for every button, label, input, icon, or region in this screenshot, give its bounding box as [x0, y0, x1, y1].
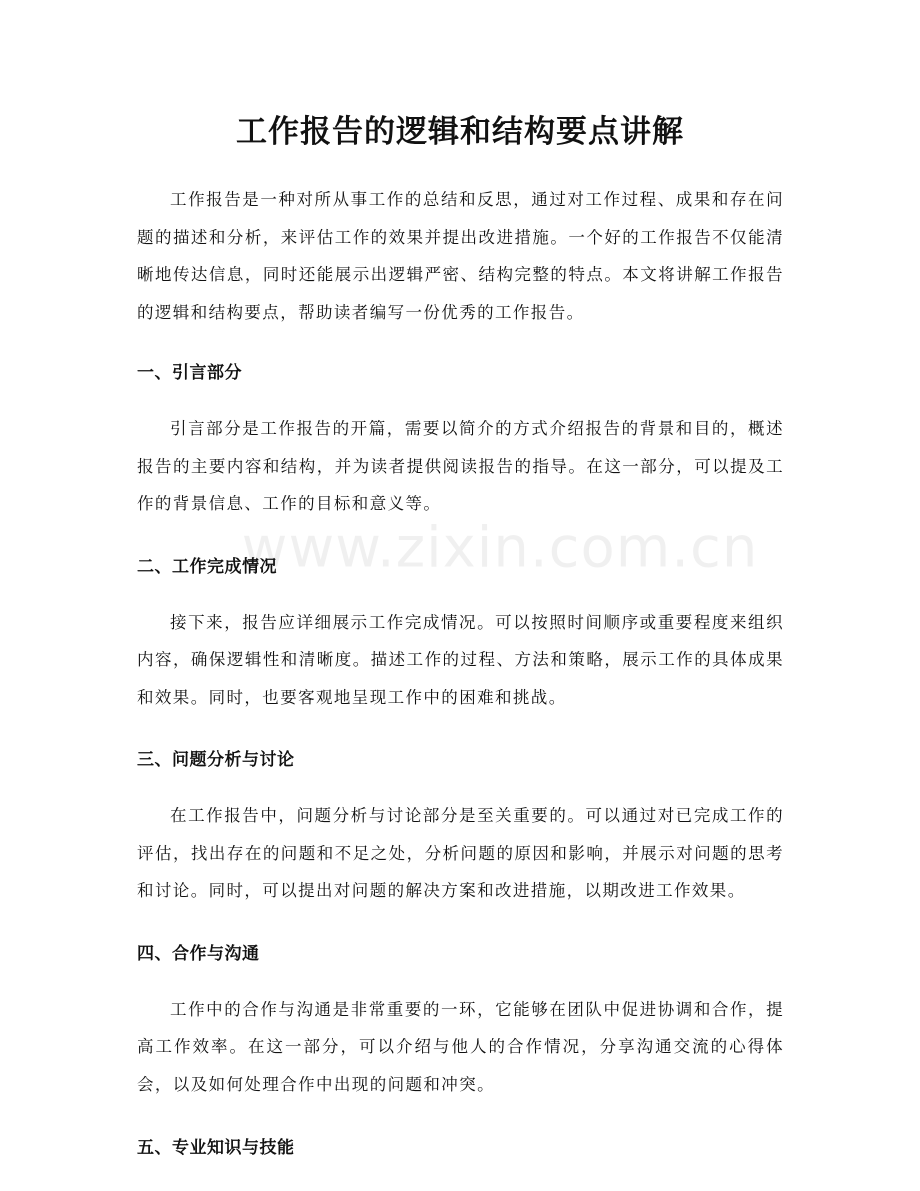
section-heading-professional-skills: 五、专业知识与技能 — [137, 1138, 295, 1158]
document-title: 工作报告的逻辑和结构要点讲解 — [236, 114, 684, 150]
section-paragraph-problem-analysis: 在工作报告中，问题分析与讨论部分是至关重要的。可以通过对已完成工作的评估，找出存在的问题和不足之处，分析问题的原因和影响，并展示对问题的思考和讨论。同时，可以提出对问题的解决方案和改进措施，以期改进工作效果。 — [137, 806, 784, 900]
intro-paragraph: 工作报告是一种对所从事工作的总结和反思，通过对工作过程、成果和存在问题的描述和分析，来评估工作的效果并提出改进措施。一个好的工作报告不仅能清晰地传达信息，同时还能展示出逻辑严密、结构完整的特点。本文将讲解工作报告的逻辑和结构要点，帮助读者编写一份优秀的工作报告。 — [137, 190, 784, 322]
section-paragraph-cooperation: 工作中的合作与沟通是非常重要的一环，它能够在团队中促进协调和合作，提高工作效率。在这一部分，可以介绍与他人的合作情况，分享沟通交流的心得体会，以及如何处理合作中出现的问题和冲突。 — [137, 999, 784, 1094]
section-heading-problem-analysis: 三、问题分析与讨论 — [137, 750, 295, 770]
document-body — [137, 181, 784, 1162]
section-heading-work-completion: 二、工作完成情况 — [137, 556, 277, 577]
section-heading-introduction: 一、引言部分 — [137, 363, 242, 383]
section-paragraph-introduction: 引言部分是工作报告的开篇，需要以简介的方式介绍报告的背景和目的，概述报告的主要内容和结构，并为读者提供阅读报告的指导。在这一部分，可以提及工作的背景信息、工作的目标和意义等。 — [137, 419, 784, 513]
section-paragraph-work-completion: 接下来，报告应详细展示工作完成情况。可以按照时间顺序或重要程度来组织内容，确保逻辑性和清晰度。描述工作的过程、方法和策略，展示工作的具体成果和效果。同时，也要客观地呈现工作中的困难和挑战。 — [137, 612, 784, 707]
watermark-text: www.zixin.com.cn — [241, 515, 759, 581]
section-heading-cooperation: 四、合作与沟通 — [137, 943, 260, 964]
